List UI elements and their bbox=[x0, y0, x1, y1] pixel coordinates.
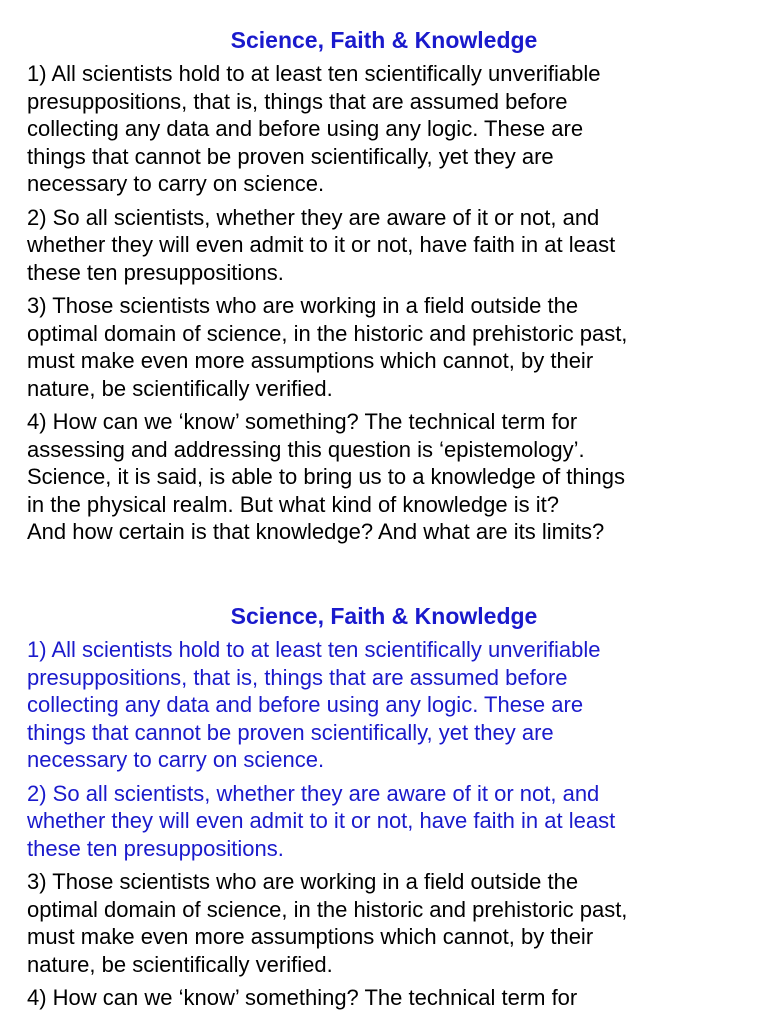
slide-1-point-1: 1) All scientists hold to at least ten scientifically unverifiable presuppositions, that is, things that are assumed before collecting any data and before using any logic. These are things that cannot be proven scientifically, yet they are necessary to carry on science. bbox=[27, 61, 601, 196]
slide-2 bbox=[0, 576, 768, 1012]
slide-2-title: Science, Faith & Knowledge bbox=[230, 603, 538, 629]
slide-2-point-2: 2) So all scientists, whether they are aware of it or not, and whether they will even admit to it or not, have faith in at least these ten presuppositions. bbox=[27, 780, 616, 861]
slide-1-point-3: 3) Those scientists who are working in a field outside the optimal domain of science, in the historic and prehistoric past, must make even more assumptions which cannot, by their nature, be scientifically verified. bbox=[27, 293, 628, 401]
slide-1-point-4: 4) How can we ‘know’ something? The technical term for assessing and addressing this question is ‘epistemology’. Science, it is said, is able to bring us to a knowledge of things in the physical realm. But what kind of knowledge is it? And how certain is that knowledge? And what are its limits? bbox=[27, 409, 626, 544]
slide-1-point-2: 2) So all scientists, whether they are aware of it or not, and whether they will even admit to it or not, have faith in at least these ten presuppositions. bbox=[27, 204, 616, 285]
slide-2-point-4: 4) How can we ‘know’ something? The technical term for bbox=[27, 985, 578, 1010]
slide-2-point-3: 3) Those scientists who are working in a field outside the optimal domain of science, in the historic and prehistoric past, must make even more assumptions which cannot, by their nature, be scientifically verified. bbox=[27, 869, 628, 977]
slide-2-point-1: 1) All scientists hold to at least ten scientifically unverifiable presuppositions, that is, things that are assumed before collecting any data and before using any logic. These are things that cannot be proven scientifically, yet they are necessary to carry on science. bbox=[27, 637, 601, 772]
slide-1-title: Science, Faith & Knowledge bbox=[230, 27, 538, 53]
